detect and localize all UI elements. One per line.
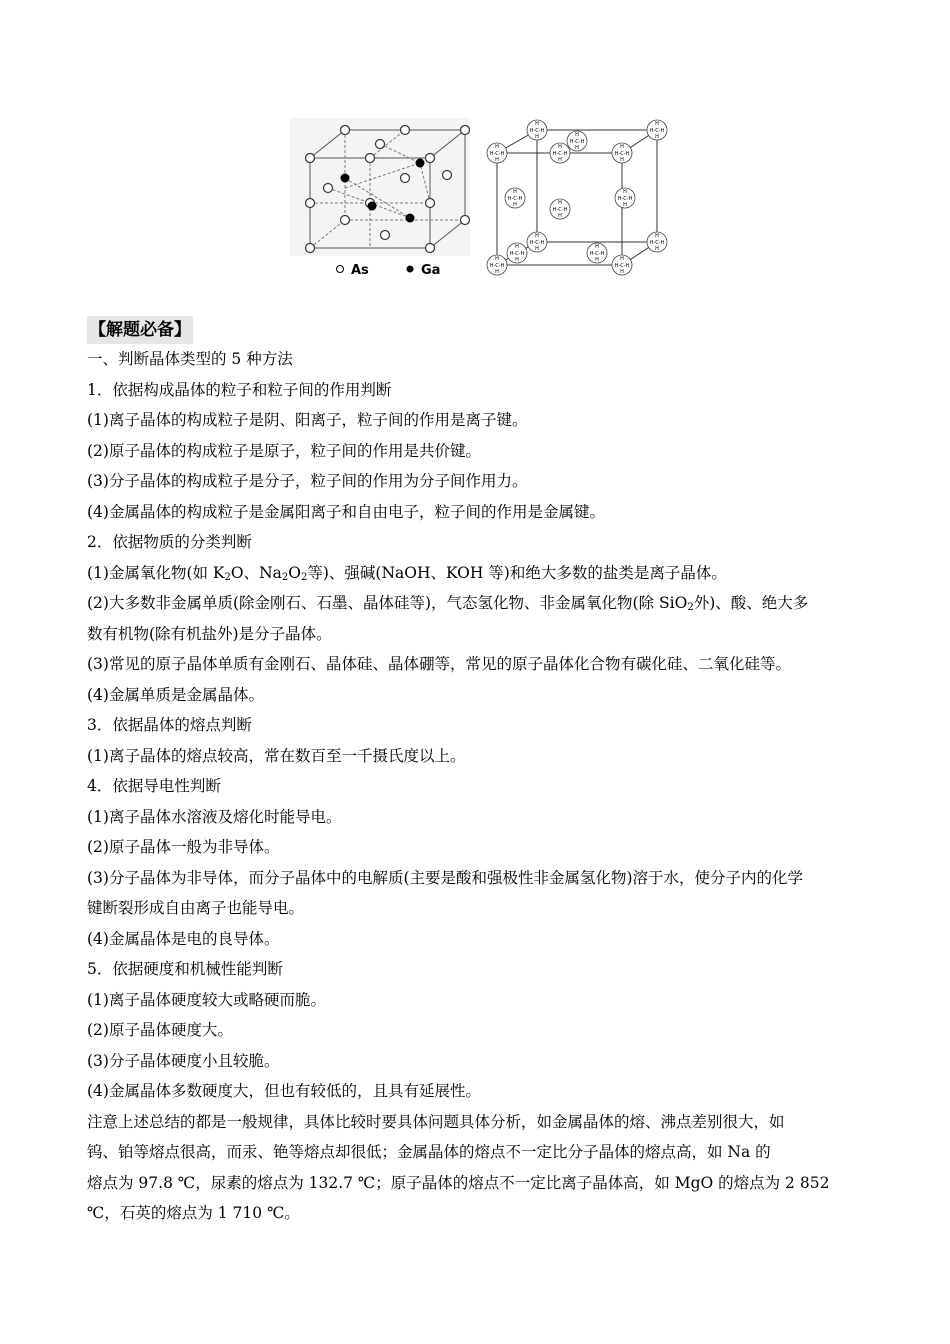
text-line: 1．依据构成晶体的粒子和粒子间的作用判断: [87, 380, 392, 399]
svg-text:H-C-H: H-C-H: [649, 240, 665, 246]
svg-text:H: H: [558, 200, 562, 206]
metal-oxides-line: (1)金属氧化物(如 $K_2O$、$Na_2O_2$等)、强碱(NaOH、KOH 等)和绝大多数的盐类是离子晶体。: [87, 563, 727, 583]
text-line: (3)分子晶体硬度小且较脆。: [87, 1051, 280, 1070]
as-legend-marker: [337, 266, 344, 273]
text-line: (2)原子晶体的构成粒子是原子，粒子间的作用是共价键。: [87, 441, 481, 460]
svg-text:H: H: [535, 134, 539, 140]
text-line: 2．依据物质的分类判断: [87, 533, 252, 551]
text-line: (1)离子晶体的构成粒子是阴、阳离子，粒子间的作用是离子键。: [87, 411, 528, 429]
note-line: 钨、铂等熔点很高，而汞、铯等熔点却很低；金属晶体的熔点不一定比分子晶体的熔点高，如 Na 的: [87, 1143, 771, 1161]
svg-text:H: H: [575, 132, 579, 138]
svg-text:H: H: [620, 144, 624, 150]
methane-molecule: [487, 255, 507, 275]
text-line: (4)金属晶体的构成粒子是金属阳离子和自由电子，粒子间的作用是金属键。: [87, 502, 605, 521]
svg-text:H: H: [655, 246, 659, 252]
legend-as-label: As: [351, 263, 369, 278]
svg-text:H: H: [558, 144, 562, 150]
svg-text:H-C-H: H-C-H: [569, 139, 585, 145]
text-line: (4)金属晶体多数硬度大，但也有较低的，且具有延展性。: [87, 1082, 481, 1100]
methane-molecule: [647, 120, 667, 140]
molecular-crystal-line: (2)大多数非金属单质(除金刚石、石墨、晶体硅等)，气态氢化物、非金属氧化物(除 SiO$_2$外)、酸、绝大多: [87, 594, 809, 613]
text-line: (1)离子晶体的熔点较高，常在数百至一千摄氏度以上。: [87, 746, 466, 765]
methane-molecule: [505, 188, 525, 208]
svg-text:H: H: [620, 256, 624, 262]
methane-molecule: [567, 131, 587, 151]
conductivity-line-cont: 键断裂形成自由离子也能导电。: [87, 899, 305, 917]
svg-text:H: H: [513, 202, 517, 208]
text-line: 3．依据晶体的熔点判断: [87, 716, 252, 734]
svg-text:H: H: [595, 257, 599, 263]
svg-text:H: H: [495, 157, 499, 163]
svg-text:H: H: [535, 246, 539, 252]
svg-text:H: H: [620, 269, 624, 275]
methane-molecule: [527, 232, 547, 252]
svg-text:H-C-H: H-C-H: [529, 128, 545, 134]
text-line: 一、判断晶体类型的 5 种方法: [87, 350, 293, 368]
svg-text:H: H: [655, 134, 659, 140]
legend-ga-label: Ga: [421, 263, 441, 278]
text-line: (1)离子晶体水溶液及熔化时能导电。: [87, 807, 342, 826]
svg-text:H-C-H: H-C-H: [614, 263, 630, 269]
svg-text:H-C-H: H-C-H: [614, 151, 630, 157]
methane-molecule: [615, 188, 635, 208]
svg-text:H: H: [655, 233, 659, 239]
svg-text:H: H: [515, 244, 519, 250]
conductivity-line: (3)分子晶体为非导体，而分子晶体中的电解质(主要是酸和强极性非金属氢化物)溶于水，使分子内的化学: [87, 868, 804, 887]
svg-text:H-C-H: H-C-H: [617, 196, 633, 202]
svg-text:H: H: [535, 233, 539, 239]
methane-molecule: [612, 255, 632, 275]
methane-molecule: [527, 120, 547, 140]
text-line: 5．依据硬度和机械性能判断: [87, 960, 283, 978]
section-heading: 【解题必备】: [87, 316, 193, 344]
solution-essentials-section: [87, 316, 867, 1229]
gaas-unit-cell-diagram: [290, 118, 470, 286]
text-line: (4)金属单质是金属晶体。: [87, 685, 264, 704]
methane-molecule: [487, 143, 507, 163]
svg-text:H: H: [495, 256, 499, 262]
crystal-figures: [290, 118, 680, 288]
svg-text:H: H: [623, 189, 627, 195]
note-line: ℃，石英的熔点为 1 710 ℃。: [87, 1204, 300, 1222]
text-line: (2)原子晶体一般为非导体。: [87, 838, 280, 856]
svg-text:H: H: [558, 213, 562, 219]
svg-text:H-C-H: H-C-H: [589, 251, 605, 257]
methane-molecule: [612, 143, 632, 163]
svg-text:H-C-H: H-C-H: [489, 263, 505, 269]
svg-text:H: H: [595, 244, 599, 250]
svg-text:H-C-H: H-C-H: [509, 251, 525, 257]
methane-molecule: [647, 232, 667, 252]
svg-text:H-C-H: H-C-H: [507, 196, 523, 202]
svg-text:H: H: [623, 202, 627, 208]
svg-text:H-C-H: H-C-H: [649, 128, 665, 134]
text-line: (3)常见的原子晶体单质有金刚石、晶体硅、晶体硼等，常见的原子晶体化合物有碳化硅、二氧化硅等。: [87, 655, 791, 673]
svg-text:H-C-H: H-C-H: [552, 207, 568, 213]
text-line: (2)原子晶体硬度大。: [87, 1021, 233, 1039]
svg-text:H: H: [558, 157, 562, 163]
svg-text:H: H: [495, 144, 499, 150]
molecular-crystal-line-cont: 数有机物(除有机盐外)是分子晶体。: [87, 624, 332, 643]
text-line: (3)分子晶体的构成粒子是分子，粒子间的作用为分子间作用力。: [87, 472, 528, 490]
svg-text:H-C-H: H-C-H: [552, 151, 568, 157]
svg-text:H: H: [515, 257, 519, 263]
note-line: 注意上述总结的都是一般规律，具体比较时要具体问题具体分析，如金属晶体的熔、沸点差别很大，如: [87, 1112, 785, 1131]
methane-molecule: [550, 143, 570, 163]
svg-text:H: H: [495, 269, 499, 275]
methane-molecule: [587, 243, 607, 263]
methane-molecule: [550, 199, 570, 219]
text-line: (4)金属晶体是电的良导体。: [87, 929, 280, 948]
svg-text:H: H: [655, 121, 659, 127]
text-line: 4．依据导电性判断: [87, 777, 221, 795]
svg-text:H: H: [535, 121, 539, 127]
methane-molecular-crystal-diagram: [482, 118, 672, 288]
svg-text:H: H: [575, 145, 579, 151]
ga-legend-marker: [407, 266, 414, 273]
note-line: 熔点为 97.8 ℃，尿素的熔点为 132.7 ℃；原子晶体的熔点不一定比离子晶体高，如 MgO 的熔点为 2 852: [87, 1173, 830, 1192]
methane-molecule: [507, 243, 527, 263]
svg-text:H: H: [620, 157, 624, 163]
svg-text:H-C-H: H-C-H: [529, 240, 545, 246]
svg-text:H: H: [513, 189, 517, 195]
svg-text:H-C-H: H-C-H: [489, 151, 505, 157]
text-line: (1)离子晶体硬度较大或略硬而脆。: [87, 990, 326, 1009]
